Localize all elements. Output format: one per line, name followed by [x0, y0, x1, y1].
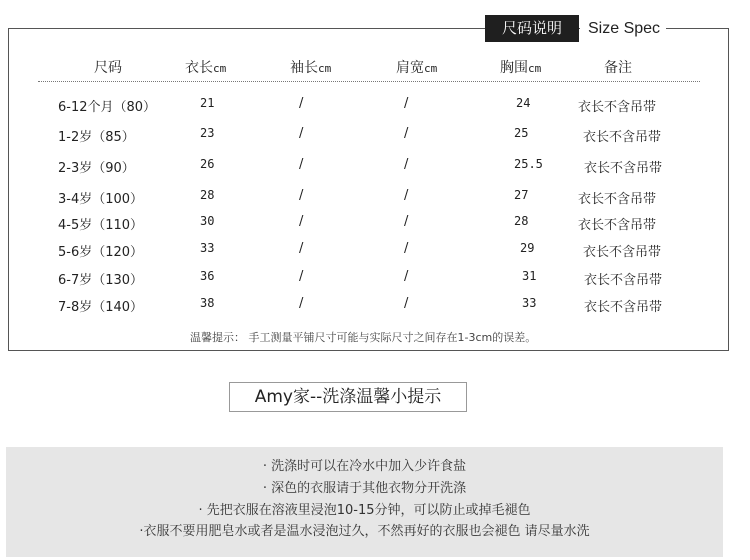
care-tips-title: Amy家--洗涤温馨小提示 [229, 382, 467, 412]
size-spec-title-cn: 尺码说明 [485, 15, 579, 42]
cell-sleeve: / [299, 241, 304, 256]
cell-size: 3-4岁（100） [58, 192, 144, 207]
header-sleeve: 袖长cm [290, 60, 332, 76]
cell-shoulder: / [404, 96, 409, 111]
care-tip: · 深色的衣服请于其他衣物分开洗涤 [262, 481, 467, 496]
cell-chest: 25.5 [514, 157, 543, 171]
cell-length: 33 [200, 241, 215, 255]
care-tip: · 先把衣服在溶液里浸泡10-15分钟，可以防止或掉毛褪色 [198, 503, 531, 518]
cell-size: 6-7岁（130） [58, 273, 144, 288]
cell-chest: 31 [522, 269, 537, 283]
cell-size: 6-12个月（80） [58, 100, 157, 115]
cell-length: 26 [200, 157, 215, 171]
cell-sleeve: / [299, 214, 304, 229]
care-tip: ·衣服不要用肥皂水或者是温水浸泡过久，不然再好的衣服也会褪色 请尽量水洗 [139, 524, 590, 539]
cell-chest: 27 [514, 188, 529, 202]
header-divider [38, 81, 700, 82]
cell-chest: 28 [514, 214, 529, 228]
cell-shoulder: / [404, 241, 409, 256]
cell-sleeve: / [299, 296, 304, 311]
cell-remark: 衣长不含吊带 [578, 218, 657, 233]
cell-remark: 衣长不含吊带 [583, 130, 662, 145]
cell-size: 1-2岁（85） [58, 130, 135, 145]
cell-shoulder: / [404, 296, 409, 311]
cell-size: 5-6岁（120） [58, 245, 144, 260]
cell-sleeve: / [299, 269, 304, 284]
cell-length: 21 [200, 96, 215, 110]
cell-sleeve: / [299, 126, 304, 141]
cell-size: 2-3岁（90） [58, 161, 135, 176]
cell-length: 30 [200, 214, 215, 228]
cell-length: 23 [200, 126, 215, 140]
cell-length: 28 [200, 188, 215, 202]
cell-chest: 33 [522, 296, 537, 310]
header-shoulder: 肩宽cm [396, 60, 438, 76]
cell-remark: 衣长不含吊带 [584, 273, 663, 288]
cell-remark: 衣长不含吊带 [578, 100, 657, 115]
care-tip: · 洗涤时可以在冷水中加入少许食盐 [262, 459, 467, 474]
header-length: 衣长cm [185, 60, 227, 76]
cell-remark: 衣长不含吊带 [584, 161, 663, 176]
cell-chest: 24 [516, 96, 531, 110]
cell-shoulder: / [404, 269, 409, 284]
cell-size: 4-5岁（110） [58, 218, 144, 233]
header-size: 尺码 [94, 60, 122, 76]
cell-sleeve: / [299, 188, 304, 203]
header-chest: 胸围cm [500, 60, 542, 76]
cell-shoulder: / [404, 214, 409, 229]
cell-remark: 衣长不含吊带 [584, 300, 663, 315]
cell-shoulder: / [404, 157, 409, 172]
size-spec-title-en: Size Spec [580, 15, 666, 42]
cell-length: 36 [200, 269, 215, 283]
cell-sleeve: / [299, 157, 304, 172]
cell-chest: 25 [514, 126, 529, 140]
header-remark: 备注 [604, 60, 632, 76]
measurement-note: 温馨提示： 手工测量平铺尺寸可能与实际尺寸之间存在1-3cm的误差。 [190, 331, 537, 344]
care-tips-panel [6, 447, 723, 557]
cell-shoulder: / [404, 188, 409, 203]
cell-remark: 衣长不含吊带 [578, 192, 657, 207]
cell-length: 38 [200, 296, 215, 310]
cell-size: 7-8岁（140） [58, 300, 144, 315]
cell-sleeve: / [299, 96, 304, 111]
cell-remark: 衣长不含吊带 [583, 245, 662, 260]
cell-shoulder: / [404, 126, 409, 141]
cell-chest: 29 [520, 241, 535, 255]
